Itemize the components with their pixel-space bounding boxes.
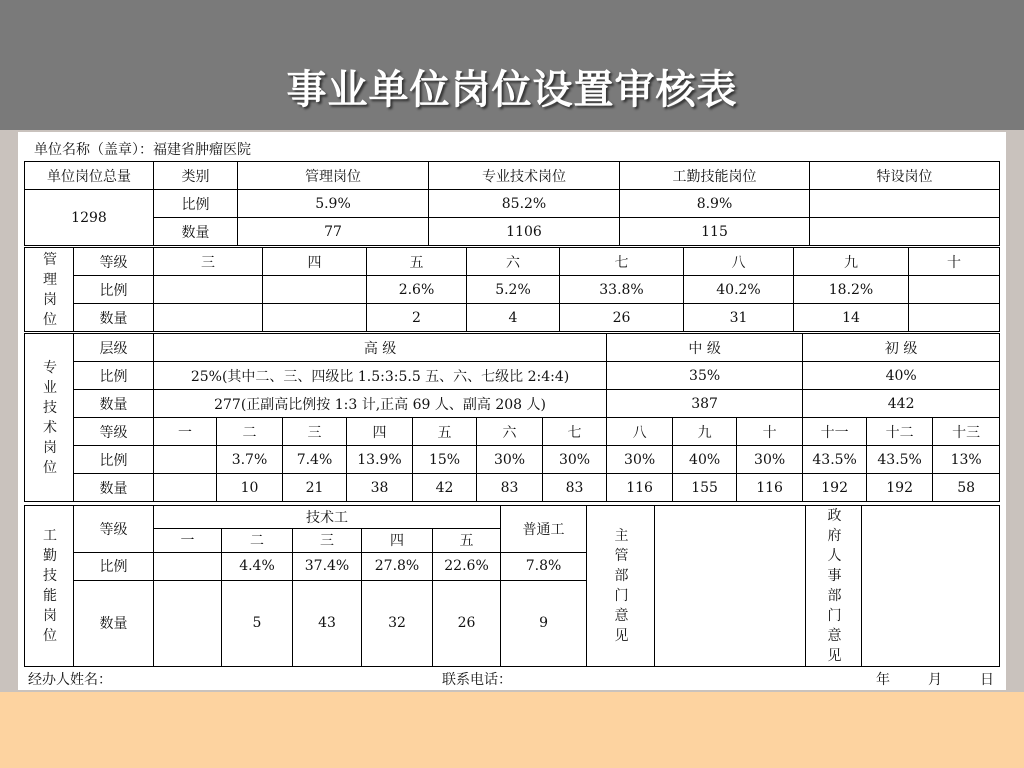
grade-cell: 三	[283, 418, 347, 446]
count-cell: 21	[283, 474, 347, 502]
technical-label: 专业技术岗位	[43, 359, 57, 476]
count-cell: 26	[560, 304, 684, 332]
ratio-cell: 15%	[413, 446, 477, 474]
ratio-cell: 7.8%	[501, 552, 587, 580]
summary-count-cell: 1106	[429, 218, 620, 246]
ratio-cell: 40.2%	[684, 276, 794, 304]
grade-cell: 二	[222, 529, 293, 552]
count-cell	[154, 304, 263, 332]
summary-ratio-cell: 8.9%	[620, 190, 810, 218]
grade-cell: 六	[467, 248, 560, 276]
technical-ratio-row	[25, 446, 1000, 474]
summary-header-row	[25, 162, 1000, 190]
count-cell: 192	[867, 474, 933, 502]
row-label: 层级	[74, 334, 154, 362]
grade-cell: 六	[477, 418, 543, 446]
page-title: 事业单位岗位设置审核表	[286, 67, 738, 113]
grade-cell: 七	[560, 248, 684, 276]
count-cell: 192	[803, 474, 867, 502]
management-label: 管理岗位	[43, 251, 57, 328]
grade-cell: 十一	[803, 418, 867, 446]
grade-cell: 十	[909, 248, 1000, 276]
handler-name-label: 经办人姓名：	[28, 672, 112, 688]
worker-header-row-1	[25, 506, 1000, 529]
technical-count-row	[25, 474, 1000, 502]
row-label: 比例	[74, 552, 154, 580]
management-grade-row	[25, 248, 1000, 276]
row-label: 等级	[74, 248, 154, 276]
grade-cell: 十三	[933, 418, 1000, 446]
row-label: 等级	[74, 418, 154, 446]
grade-cell: 三	[154, 248, 263, 276]
summary-header-cell: 专业技术岗位	[429, 162, 620, 190]
skilled-worker-header: 技术工	[154, 506, 501, 529]
technical-section-label	[25, 334, 74, 502]
count-cell: 116	[607, 474, 673, 502]
grade-cell: 四	[347, 418, 413, 446]
count-cell: 83	[543, 474, 607, 502]
summary-ratio-cell: 5.9%	[238, 190, 429, 218]
grade-cell: 五	[413, 418, 477, 446]
count-cell: 43	[293, 580, 362, 666]
row-label: 比例	[154, 190, 238, 218]
ratio-cell: 7.4%	[283, 446, 347, 474]
month-label: 月	[928, 672, 942, 688]
summary-header-cell: 类别	[154, 162, 238, 190]
ratio-cell: 3.7%	[217, 446, 283, 474]
grade-cell: 四	[362, 529, 433, 552]
level-ratio-cell: 25%(其中二、三、四级比 1.5:3:5.5 五、六、七级比 2:4:4)	[154, 362, 607, 390]
summary-ratio-row	[25, 190, 1000, 218]
summary-ratio-cell: 85.2%	[429, 190, 620, 218]
ratio-cell: 43.5%	[803, 446, 867, 474]
general-worker-header: 普通工	[501, 506, 587, 553]
management-section-label	[25, 248, 74, 332]
grade-cell: 八	[684, 248, 794, 276]
technical-level-ratio-row	[25, 362, 1000, 390]
count-cell: 42	[413, 474, 477, 502]
grade-cell: 十	[737, 418, 803, 446]
summary-ratio-cell	[810, 190, 1000, 218]
count-cell: 155	[673, 474, 737, 502]
ratio-cell: 30%	[607, 446, 673, 474]
level-ratio-cell: 40%	[803, 362, 1000, 390]
grade-cell: 九	[794, 248, 909, 276]
summary-header-cell: 管理岗位	[238, 162, 429, 190]
count-cell: 10	[217, 474, 283, 502]
ratio-cell	[154, 446, 217, 474]
grade-cell: 五	[433, 529, 501, 552]
row-label: 数量	[74, 474, 154, 502]
ratio-cell	[909, 276, 1000, 304]
worker-table	[24, 505, 1000, 667]
row-label: 比例	[74, 362, 154, 390]
ratio-cell: 30%	[737, 446, 803, 474]
grade-cell: 十二	[867, 418, 933, 446]
gov-opinion-box	[862, 506, 1000, 667]
grade-cell: 七	[543, 418, 607, 446]
grade-cell: 三	[293, 529, 362, 552]
summary-count-cell: 115	[620, 218, 810, 246]
dept-opinion-label	[587, 506, 655, 667]
level-cell: 中 级	[607, 334, 803, 362]
technical-level-count-row	[25, 390, 1000, 418]
ratio-cell: 40%	[673, 446, 737, 474]
row-label: 等级	[74, 506, 154, 553]
count-cell: 83	[477, 474, 543, 502]
unit-name-label: 单位名称（盖章）：福建省肿瘤医院	[34, 142, 251, 158]
day-label: 日	[980, 672, 994, 688]
grade-cell: 九	[673, 418, 737, 446]
ratio-cell: 27.8%	[362, 552, 433, 580]
row-label: 数量	[74, 304, 154, 332]
row-label: 比例	[74, 446, 154, 474]
ratio-cell: 4.4%	[222, 552, 293, 580]
count-cell: 2	[367, 304, 467, 332]
count-cell: 14	[794, 304, 909, 332]
gov-opinion-text: 政府人事部门意见	[827, 508, 842, 664]
ratio-cell: 13%	[933, 446, 1000, 474]
grade-cell: 八	[607, 418, 673, 446]
count-cell	[263, 304, 367, 332]
row-label: 比例	[74, 276, 154, 304]
ratio-cell: 2.6%	[367, 276, 467, 304]
year-label: 年	[876, 672, 890, 688]
ratio-cell: 30%	[477, 446, 543, 474]
level-cell: 初 级	[803, 334, 1000, 362]
grade-cell: 四	[263, 248, 367, 276]
ratio-cell: 13.9%	[347, 446, 413, 474]
worker-label: 工勤技能岗位	[43, 528, 57, 644]
grade-cell: 二	[217, 418, 283, 446]
count-cell: 38	[347, 474, 413, 502]
audit-sheet	[18, 132, 1006, 690]
count-cell	[154, 580, 222, 666]
technical-table	[24, 333, 1000, 502]
count-cell: 31	[684, 304, 794, 332]
ratio-cell	[154, 276, 263, 304]
row-label: 数量	[74, 580, 154, 666]
technical-grade-row	[25, 418, 1000, 446]
ratio-cell: 5.2%	[467, 276, 560, 304]
ratio-cell	[263, 276, 367, 304]
level-ratio-cell: 35%	[607, 362, 803, 390]
ratio-cell	[154, 552, 222, 580]
count-cell: 9	[501, 580, 587, 666]
ratio-cell: 30%	[543, 446, 607, 474]
count-cell: 116	[737, 474, 803, 502]
count-cell: 4	[467, 304, 560, 332]
row-label: 数量	[154, 218, 238, 246]
grade-cell: 一	[154, 418, 217, 446]
summary-header-cell: 特设岗位	[810, 162, 1000, 190]
level-cell: 高 级	[154, 334, 607, 362]
summary-header-cell: 工勤技能岗位	[620, 162, 810, 190]
ratio-cell: 37.4%	[293, 552, 362, 580]
count-cell: 26	[433, 580, 501, 666]
ratio-cell: 18.2%	[794, 276, 909, 304]
level-count-cell: 277(正副高比例按 1:3 计,正高 69 人、副高 208 人)	[154, 390, 607, 418]
ratio-cell: 43.5%	[867, 446, 933, 474]
grade-cell: 一	[154, 529, 222, 552]
gov-opinion-label	[806, 506, 862, 667]
ratio-cell: 22.6%	[433, 552, 501, 580]
summary-count-cell	[810, 218, 1000, 246]
management-table	[24, 247, 1000, 332]
summary-table	[24, 161, 1000, 246]
count-cell: 32	[362, 580, 433, 666]
technical-level-row	[25, 334, 1000, 362]
row-label: 数量	[74, 390, 154, 418]
sheet-footer	[18, 663, 1006, 690]
dept-opinion-text: 主管部门意见	[614, 528, 629, 644]
count-cell	[154, 474, 217, 502]
level-count-cell: 442	[803, 390, 1000, 418]
total-posts-cell: 1298	[25, 190, 154, 246]
ratio-cell: 33.8%	[560, 276, 684, 304]
count-cell: 58	[933, 474, 1000, 502]
management-count-row	[25, 304, 1000, 332]
summary-header-cell: 单位岗位总量	[25, 162, 154, 190]
count-cell: 5	[222, 580, 293, 666]
dept-opinion-box	[655, 506, 806, 667]
summary-count-row	[25, 218, 1000, 246]
worker-section-label	[25, 506, 74, 667]
management-ratio-row	[25, 276, 1000, 304]
count-cell	[909, 304, 1000, 332]
summary-count-cell: 77	[238, 218, 429, 246]
phone-label: 联系电话：	[442, 672, 512, 688]
grade-cell: 五	[367, 248, 467, 276]
level-count-cell: 387	[607, 390, 803, 418]
